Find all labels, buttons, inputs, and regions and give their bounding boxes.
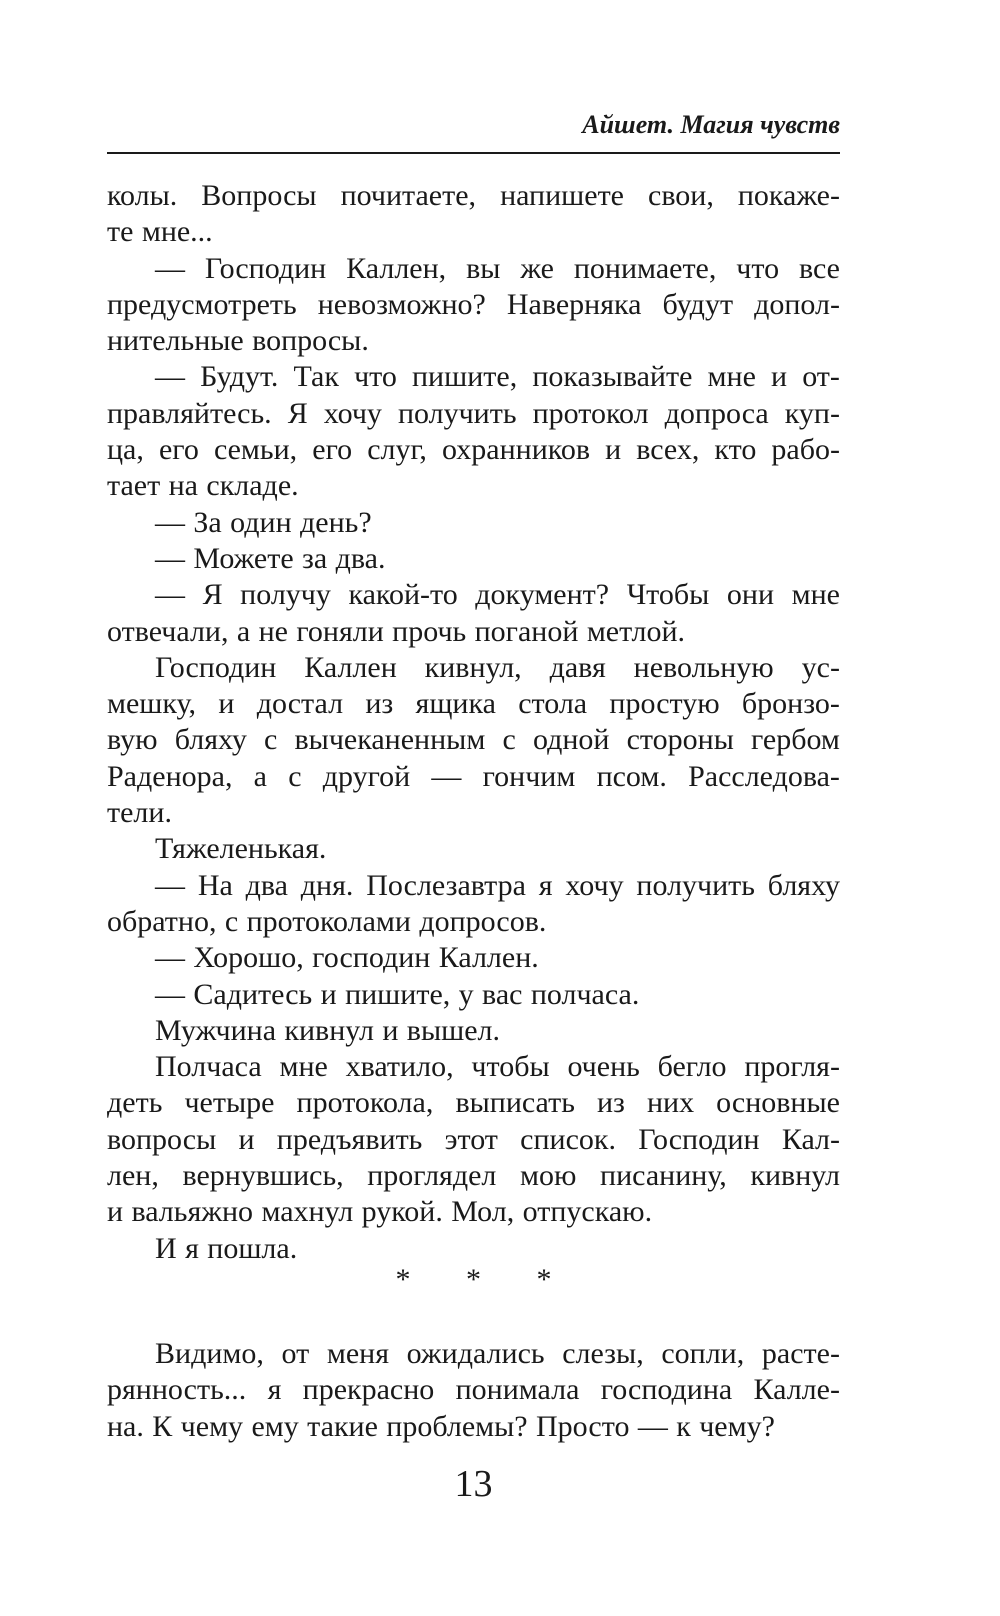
page-number: 13 (454, 1463, 493, 1505)
text-line: — Можете за два. (155, 541, 386, 575)
text-line: нительные вопросы. (107, 324, 369, 358)
text-line: И я пошла. (155, 1231, 298, 1265)
text-line: — За один день? (155, 505, 372, 539)
text-line: Мужчина кивнул и вышел. (155, 1013, 500, 1047)
text-line: отвечали, а не гоняли прочь поганой метлой. (107, 614, 686, 648)
text-line: колы. Вопросы почитаете, напишете свои, покаже- (107, 179, 840, 212)
text-line: Полчаса мне хватило, чтобы очень бегло прогля- (155, 1050, 840, 1084)
text-line: те мне... (107, 215, 213, 249)
text-line: деть четыре протокола, выписать из них основные (107, 1086, 840, 1120)
text-line: правляйтесь. Я хочу получить протокол допроса куп- (107, 396, 840, 430)
text-line: предусмотреть невозможно? Наверняка будут допол- (107, 287, 840, 321)
text-line: и вальяжно махнул рукой. Мол, отпускаю. (107, 1195, 653, 1229)
text-line: рянность... я прекрасно понимала господина Калле- (107, 1373, 840, 1407)
text-line: на. К чему ему такие проблемы? Просто — к чему? (107, 1409, 775, 1443)
text-line: Господин Каллен кивнул, давя невольную ус- (155, 650, 840, 684)
text-line: тели. (107, 796, 172, 830)
text-line: Тяжеленькая. (155, 832, 327, 866)
text-line: тает на складе. (107, 469, 299, 503)
text-line: — Господин Каллен, вы же понимаете, что все (155, 251, 840, 285)
text-line: — Хорошо, господин Каллен. (155, 941, 539, 975)
text-line: Видимо, от меня ожидались слезы, сопли, расте- (155, 1337, 840, 1370)
text-line: лен, вернувшись, проглядел мою писанину, кивнул (107, 1159, 840, 1193)
text-line: — Будут. Так что пишите, показывайте мне и от- (155, 360, 840, 394)
text-block-1 (107, 178, 840, 1267)
text-line: ца, его семьи, его слуг, охранников и всех, кто рабо- (107, 433, 840, 467)
text-line: обратно, с протоколами допросов. (107, 904, 547, 938)
text-line: Раденора, а с другой — гончим псом. Расследова- (107, 759, 840, 793)
text-line: — Садитесь и пишите, у вас полчаса. (155, 977, 640, 1011)
running-head: Айшет. Магия чувств (582, 110, 840, 139)
text-line: — Я получу какой-то документ? Чтобы они мне (155, 578, 840, 612)
section-break: * * * (395, 1263, 576, 1296)
text-block-2 (107, 1336, 840, 1445)
text-line: вопросы и предъявить этот список. Господин Кал- (107, 1122, 840, 1156)
text-line: — На два дня. Послезавтра я хочу получить бляху (155, 868, 840, 902)
text-line: мешку, и достал из ящика стола простую бронзо- (107, 687, 840, 721)
text-line: вую бляху с вычеканенным с одной стороны гербом (107, 723, 840, 757)
header-rule (107, 152, 840, 154)
